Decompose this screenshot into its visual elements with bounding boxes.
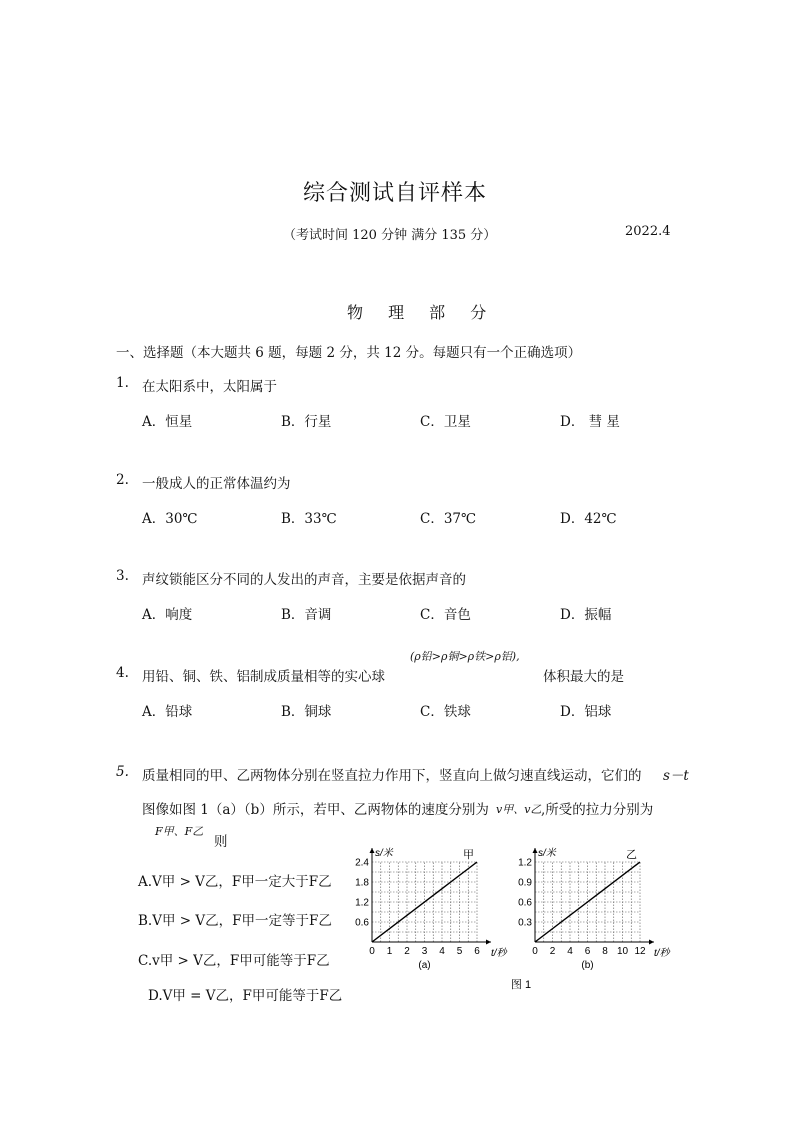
- question-text: 在太阳系中，太阳属于: [142, 379, 277, 395]
- exam-date: 2022.4: [625, 224, 671, 239]
- st-symbol: s－t: [663, 768, 689, 784]
- x-tick-label: 6: [474, 946, 480, 957]
- x-tick-label: 6: [584, 946, 591, 957]
- option-b: B．33℃: [281, 511, 337, 527]
- x-axis-arrow: [649, 940, 654, 945]
- option-c: C．铁球: [420, 704, 471, 720]
- x-axis-label: t/秒: [654, 948, 670, 959]
- series-label: 甲: [463, 849, 474, 861]
- y-axis-arrow: [370, 848, 375, 853]
- question-number: 4.: [116, 665, 129, 681]
- question-number: 3.: [116, 568, 129, 584]
- option-a: A．恒星: [142, 414, 193, 430]
- x-axis-label: t/秒: [491, 948, 507, 959]
- option-c: C.v甲 > V乙，F甲可能等于F乙: [138, 953, 330, 969]
- question-number: 5.: [116, 764, 129, 780]
- chart-caption: (b): [581, 960, 594, 971]
- option-a: A．铅球: [142, 704, 193, 720]
- y-tick-label: 0.9: [518, 877, 532, 889]
- x-tick-label: 2: [404, 946, 410, 957]
- question-number: 2.: [116, 472, 129, 488]
- x-tick-label: 12: [634, 946, 646, 957]
- option-b: B．音调: [281, 607, 332, 623]
- option-d: D．42℃: [560, 511, 617, 527]
- chart-a: [355, 847, 508, 971]
- question-text: 一般成人的正常体温约为: [142, 476, 291, 492]
- question-text-line2-end: ,所受的拉力分别为: [541, 802, 654, 818]
- option-d: D．铝球: [560, 704, 612, 720]
- option-b: B．行星: [281, 414, 332, 430]
- question-text-line1: 质量相同的甲、乙两物体分别在竖直拉力作用下，竖直向上做匀速直线运动，它们的: [142, 768, 642, 784]
- y-tick-label: 2.4: [355, 857, 369, 869]
- series-label: 乙: [626, 849, 637, 861]
- chart-caption: (a): [418, 960, 431, 971]
- y-tick-label: 1.8: [355, 877, 369, 889]
- velocity-symbols: v甲、v乙: [496, 803, 542, 816]
- option-d: D.V甲 = V乙，F甲可能等于F乙: [148, 988, 343, 1004]
- part1-heading: 一、选择题（本大题共 6 题，每题 2 分，共 12 分。每题只有一个正确选项）: [116, 345, 582, 361]
- y-axis-arrow: [533, 848, 538, 853]
- chart-b: [518, 847, 671, 971]
- question-text: 用铅、铜、铁、铝制成质量相等的实心球: [142, 669, 385, 685]
- question-text-line3: 则: [214, 834, 228, 850]
- question-number: 1.: [116, 375, 129, 391]
- x-tick-label: 0: [369, 946, 375, 957]
- y-tick-label: 0.6: [518, 897, 532, 909]
- y-axis-label: s/米: [375, 848, 393, 859]
- x-tick-label: 10: [616, 946, 629, 957]
- force-symbols: F甲、F乙: [155, 825, 204, 838]
- x-tick-label: 5: [456, 946, 463, 957]
- x-tick-label: 8: [602, 946, 608, 957]
- x-axis-arrow: [486, 940, 491, 945]
- y-tick-label: 0.3: [518, 917, 532, 929]
- option-c: C．音色: [420, 607, 471, 623]
- exam-info: （考试时间 120 分钟 满分 135 分）: [283, 228, 497, 243]
- option-b: B．铜球: [281, 704, 332, 720]
- question-text-line2: 图像如图 1（a）（b）所示，若甲、乙两物体的速度分别为: [142, 802, 489, 818]
- option-a: A.V甲 > V乙，F甲一定大于F乙: [138, 874, 332, 890]
- option-d: D． 彗 星: [560, 414, 620, 430]
- option-d: D．振幅: [560, 607, 612, 623]
- density-condition: (ρ铅>ρ铜>ρ铁>ρ铝),: [410, 650, 520, 663]
- x-tick-label: 1: [386, 946, 393, 957]
- y-tick-label: 0.6: [355, 917, 369, 929]
- y-tick-label: 1.2: [518, 857, 532, 869]
- x-tick-label: 2: [549, 946, 556, 957]
- section-title: 物 理 部 分: [347, 303, 497, 322]
- x-tick-label: 4: [567, 946, 573, 957]
- option-a: A．响度: [142, 607, 193, 623]
- question-text-after: 体积最大的是: [543, 669, 624, 685]
- page-title: 综合测试自评样本: [303, 181, 488, 206]
- option-b: B.V甲 > V乙，F甲一定等于F乙: [138, 913, 332, 929]
- y-tick-label: 1.2: [355, 897, 369, 909]
- question-text: 声纹锁能区分不同的人发出的声音，主要是依据声音的: [142, 572, 466, 588]
- option-a: A．30℃: [142, 511, 198, 527]
- x-tick-label: 4: [439, 946, 445, 957]
- figure-1: [340, 835, 680, 995]
- option-c: C．37℃: [420, 511, 477, 527]
- figure-caption: 图 1: [510, 979, 532, 991]
- option-c: C．卫星: [420, 414, 471, 430]
- x-tick-label: 3: [421, 946, 428, 957]
- y-axis-label: s/米: [538, 848, 556, 859]
- x-tick-label: 0: [532, 946, 538, 957]
